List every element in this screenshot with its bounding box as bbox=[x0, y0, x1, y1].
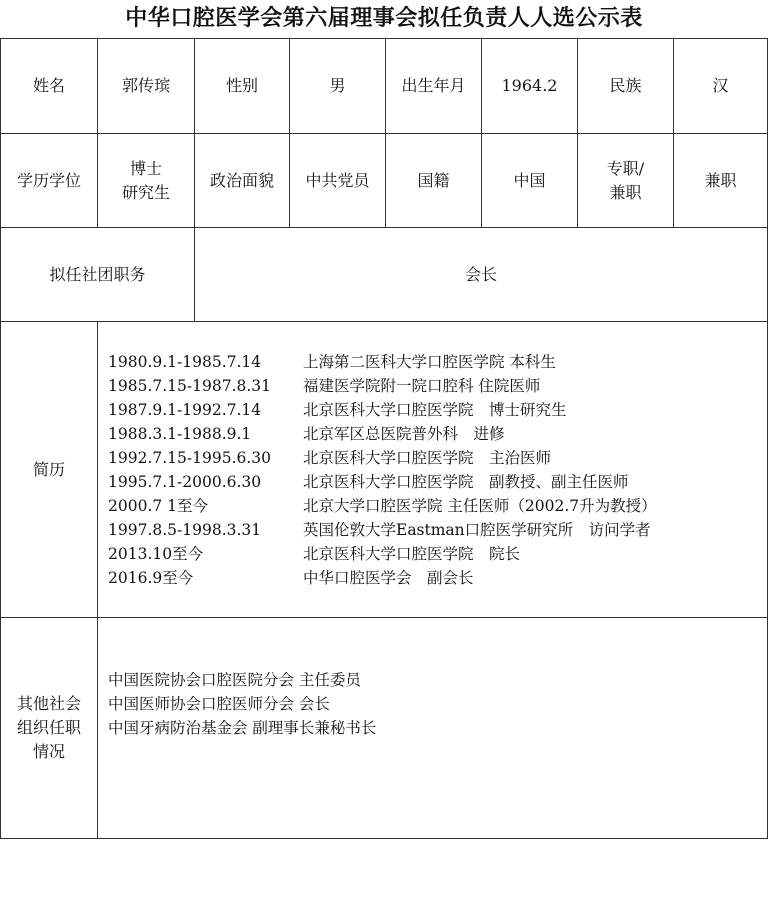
resume-item: 1985.7.15-1987.8.31 福建医学院附一院口腔科 住院医师 bbox=[108, 376, 541, 395]
resume-item: 1988.3.1-1988.9.1 北京军区总医院普外科 进修 bbox=[108, 424, 505, 443]
name-label: 姓名 bbox=[1, 39, 98, 134]
name-value: 郭传瑸 bbox=[98, 39, 195, 134]
resume-item: 2013.10至今 北京医科大学口腔医学院 院长 bbox=[108, 544, 521, 563]
ethnicity-label: 民族 bbox=[578, 39, 674, 134]
gender-label: 性别 bbox=[195, 39, 290, 134]
resume-item: 1987.9.1-1992.7.14 北京医科大学口腔医学院 博士研究生 bbox=[108, 400, 567, 419]
fulltime-label-line2: 兼职 bbox=[609, 182, 642, 202]
resume-item: 1997.8.5-1998.3.31 英国伦敦大学Eastman口腔医学研究所 访问学者 bbox=[108, 520, 651, 539]
resume-item: 1992.7.15-1995.6.30 北京医科大学口腔医学院 主治医师 bbox=[108, 448, 552, 467]
position-value: 会长 bbox=[195, 228, 768, 322]
other-list bbox=[98, 618, 768, 839]
nationality-value: 中国 bbox=[482, 134, 578, 228]
position-label: 拟任社团职务 bbox=[1, 228, 195, 322]
fulltime-label-line1: 专职/ bbox=[606, 158, 645, 178]
resume-item: 2016.9至今 中华口腔医学会 副会长 bbox=[108, 568, 474, 587]
birth-value: 1964.2 bbox=[482, 39, 578, 134]
nationality-label: 国籍 bbox=[386, 134, 482, 228]
candidate-table bbox=[0, 38, 768, 839]
resume-item: 1980.9.1-1985.7.14 上海第二医科大学口腔医学院 本科生 bbox=[108, 352, 556, 371]
political-value: 中共党员 bbox=[290, 134, 386, 228]
education-value-line1: 博士 bbox=[129, 158, 162, 178]
resume-label: 简历 bbox=[1, 322, 98, 618]
page-title: 中华口腔医学会第六届理事会拟任负责人人选公示表 bbox=[125, 6, 643, 31]
education-value-line2: 研究生 bbox=[121, 182, 170, 202]
resume-list bbox=[98, 322, 768, 618]
political-label: 政治面貌 bbox=[195, 134, 290, 228]
other-item: 中国医院协会口腔医院分会 主任委员 bbox=[108, 671, 361, 689]
education-value bbox=[98, 134, 195, 228]
ethnicity-value: 汉 bbox=[674, 39, 768, 134]
education-label: 学历学位 bbox=[1, 134, 98, 228]
fulltime-label bbox=[578, 134, 674, 228]
other-item: 中国牙病防治基金会 副理事长兼秘书长 bbox=[108, 719, 377, 737]
resume-item: 1995.7.1-2000.6.30 北京医科大学口腔医学院 副教授、副主任医师 bbox=[108, 472, 629, 491]
gender-value: 男 bbox=[290, 39, 386, 134]
other-label: 其他社会 组织任职 情况 bbox=[1, 618, 98, 839]
resume-item: 2000.7 1至今 北京大学口腔医学院 主任医师（2002.7升为教授） bbox=[108, 496, 657, 515]
birth-label: 出生年月 bbox=[386, 39, 482, 134]
other-item: 中国医师协会口腔医师分会 会长 bbox=[108, 695, 330, 713]
fulltime-value: 兼职 bbox=[674, 134, 768, 228]
